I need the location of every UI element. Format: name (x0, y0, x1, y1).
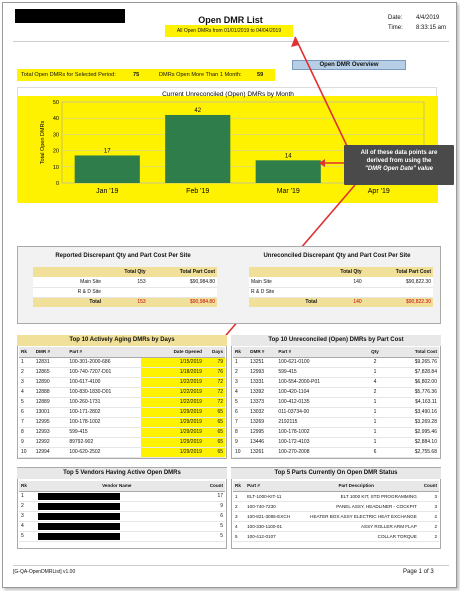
y-tick-label: 0 (55, 181, 59, 187)
table-row: 5 100-412-0107 COLLAR TORQUE 2 (233, 531, 439, 541)
report-title: Open DMR List (198, 15, 263, 25)
unrec-total-row: Total 140 $90,822.30 (249, 297, 433, 307)
annotation-callout (344, 145, 454, 185)
site-cost-table (33, 267, 217, 307)
overview-heading: Open DMR Overview (292, 60, 406, 70)
top-parts-table: Rk Part # Part Description Count 1 ELT-1000-KIT-11 ELT 1000 KIT, STD PROGRAMMING 3 2 100-740-7230 PANEL ASSY, HEADLINER - COCKPIT 3 3 100-821-3085-EXCH HEATER BOX ASSY ELECTRIC HEAT EXCHANGE 2 4 100-330-1100-01 ASSY ROLLER ARM FLAP 2 5 100-412-0107 COLLAR TORQUE 2 (233, 481, 439, 542)
y-tick-label: 30 (52, 132, 59, 139)
table-row: 1 12831 100-301-2000-686 1/15/2019 79 (21, 359, 223, 365)
data-label: 14 (284, 153, 292, 160)
site-col-qty: Total Qty (124, 269, 146, 275)
callout-line-3: "DMR Open Date" value (364, 166, 434, 172)
redacted-vendor-name (34, 501, 200, 511)
redacted-vendor-name (34, 491, 200, 501)
unrec-cost-table (249, 267, 433, 307)
y-tick-label: 50 (52, 100, 59, 106)
data-label: 42 (194, 107, 202, 114)
older-label: DMRs Open More Than 1 Month: (159, 72, 242, 78)
table-row: 6 13032 011-03734-00 1 $3,490.16 (235, 409, 437, 415)
footer-divider (13, 565, 449, 566)
arrow-head-chart (319, 159, 325, 167)
time-label: Time: (388, 25, 403, 31)
table-row: 1 17 (21, 493, 223, 499)
unrec-parts-table: Rk DMR # Part # Qty Total Cost 1 13251 100-621-0100 2 $9,265.76 2 12993 599-415 1 $7,828.84 3 13331 100-554-2000-P01 4 $6,802.00 4 13392 100-420-1104 2 $5,776.36 5 13373 100-412-0135 1 $4,163.11 6 13032 011-03734-00 1 $3,490.16 7 13269 2192115 1 $3,269.28 8 12995 100-178-1002 1 $2,995.46 9 13446 100-172-4103 1 $2,884.10 10 13261 100-270-2008 6 $2,755.68 (233, 347, 439, 458)
table-row: 8 12995 100-178-1002 1 $2,995.46 (235, 429, 437, 435)
table-row: 5 13373 100-412-0135 1 $4,163.11 (235, 399, 437, 405)
site-cost-title: Reported Discrepant Qty and Part Cost Per Site (55, 253, 191, 259)
y-axis-label: Total Open DMRs (40, 120, 46, 165)
y-tick-label: 10 (52, 164, 59, 171)
table-row: 5 5 (21, 533, 223, 539)
table-row: Main Site 153 $90,984.80 (33, 277, 217, 287)
time-value: 8:33:15 am (416, 25, 447, 31)
table-row: 3 6 (21, 513, 223, 519)
table-row: 3 13331 100-554-2000-P01 4 $6,802.00 (235, 379, 437, 385)
arrow-to-subtitle (295, 37, 347, 146)
selected-label: Total Open DMRs for Selected Period: (21, 72, 116, 78)
aging-title: Top 10 Actively Aging DMRs by Days (17, 335, 227, 346)
unrec-col-qty: Total Qty (340, 269, 362, 275)
table-row: 4 5 (21, 523, 223, 529)
table-row: Main Site 140 $90,822.30 (249, 277, 433, 287)
callout-line-1: All of these data points are (360, 150, 438, 156)
table-row: 2 12993 599-415 1 $7,828.84 (235, 369, 437, 375)
table-row: 1 13251 100-621-0100 2 $9,265.76 (235, 359, 437, 365)
date-value: 4/4/2019 (416, 15, 440, 21)
redacted-vendor-name (34, 511, 200, 521)
date-label: Date: (388, 15, 403, 21)
aging-table: Rk DMR # Part # Date Opened Days 1 12831 100-301-2000-686 1/15/2019 79 2 12865 100-740-7207-D01 1/18/2019 76 3 12890 100-617-4100 1/22/2019 72 4 12888 100-830-1830-D01 1/22/2019 72 5 12889 100-260-1731 1/22/2019 72 6 13001 100-171-2802 1/29/2019 65 7 12995 100-178-1002 1/29/2019 65 8 12993 599-415 1/29/2019 65 9 12992 89792-902 1/29/2019 65 10 12994 100-620-2502 1/29/2019 65 (19, 347, 225, 458)
site-total-row: Total 153 $90,984.80 (33, 297, 217, 307)
table-row: 9 12992 89792-902 1/29/2019 65 (21, 439, 223, 445)
table-row: 4 12888 100-830-1830-D01 1/22/2019 72 (21, 389, 223, 395)
table-row: 6 13001 100-171-2802 1/29/2019 65 (21, 409, 223, 415)
table-row: 4 100-330-1100-01 ASSY ROLLER ARM FLAP 2 (233, 521, 439, 531)
unrec-parts-title: Top 10 Unreconciled (Open) DMRs by Part Cost (231, 335, 441, 346)
x-tick-label: Mar '19 (276, 188, 300, 195)
redacted-vendor-name (34, 521, 200, 531)
table-row: 7 13269 2192115 1 $3,269.28 (235, 419, 437, 425)
callout-line-2: derived from using the (366, 158, 432, 164)
redacted-vendor-name (34, 531, 200, 541)
y-tick-label: 40 (52, 116, 59, 123)
data-label: 17 (103, 148, 111, 155)
vendors-title: Top 5 Vendors Having Active Open DMRs (17, 468, 227, 479)
table-row: 2 12865 100-740-7207-D01 1/18/2019 76 (21, 369, 223, 375)
table-row: 5 12889 100-260-1731 1/22/2019 72 (21, 399, 223, 405)
x-tick-label: Apr '19 (367, 188, 390, 195)
table-row: 4 13392 100-420-1104 2 $5,776.36 (235, 389, 437, 395)
top-parts-title: Top 5 Parts Currently On Open DMR Status (231, 468, 441, 479)
y-tick-label: 20 (52, 148, 59, 155)
table-row: 7 12995 100-178-1002 1/29/2019 65 (21, 419, 223, 425)
x-tick-label: Feb '19 (186, 188, 210, 195)
table-row: 1 ELT-1000-KIT-11 ELT 1000 KIT, STD PROGRAMMING 3 (233, 491, 439, 501)
table-row: 2 100-740-7230 PANEL ASSY, HEADLINER - COCKPIT 3 (233, 501, 439, 511)
table-row: 10 12994 100-620-2502 1/29/2019 65 (21, 449, 223, 455)
footer-right: Page 1 of 3 (403, 569, 434, 575)
table-row: 10 13261 100-270-2008 6 $2,755.68 (235, 449, 437, 455)
selected-value: 75 (133, 72, 140, 78)
report-subtitle: All Open DMRs from 01/01/2019 to 04/04/2019 (165, 25, 293, 37)
x-tick-label: Jan '19 (96, 188, 119, 195)
table-row: R & D Site (249, 287, 433, 297)
table-row: 2 9 (21, 503, 223, 509)
report-page (2, 2, 457, 588)
unrec-col-cost: Total Part Cost (395, 269, 431, 275)
vendors-table: Rk Vendor Name Count 1 17 2 9 3 6 4 5 5 5 (19, 481, 225, 542)
chart-title: Current Unreconciled (Open) DMRs by Month (162, 91, 294, 98)
table-row: 3 12890 100-617-4100 1/22/2019 72 (21, 379, 223, 385)
site-col-cost: Total Part Cost (179, 269, 215, 275)
footer-left: [G-QA-OpenDMRList] v1.00 (13, 569, 76, 575)
table-row: 3 100-821-3085-EXCH HEATER BOX ASSY ELECTRIC HEAT EXCHANGE 2 (233, 511, 439, 521)
unrec-cost-title: Unreconciled Discrepant Qty and Part Cost Per Site (263, 253, 411, 259)
table-row: 8 12993 599-415 1/29/2019 65 (21, 429, 223, 435)
table-row: R & D Site (33, 287, 217, 297)
table-row: 9 13446 100-172-4103 1 $2,884.10 (235, 439, 437, 445)
older-value: 59 (257, 72, 264, 78)
